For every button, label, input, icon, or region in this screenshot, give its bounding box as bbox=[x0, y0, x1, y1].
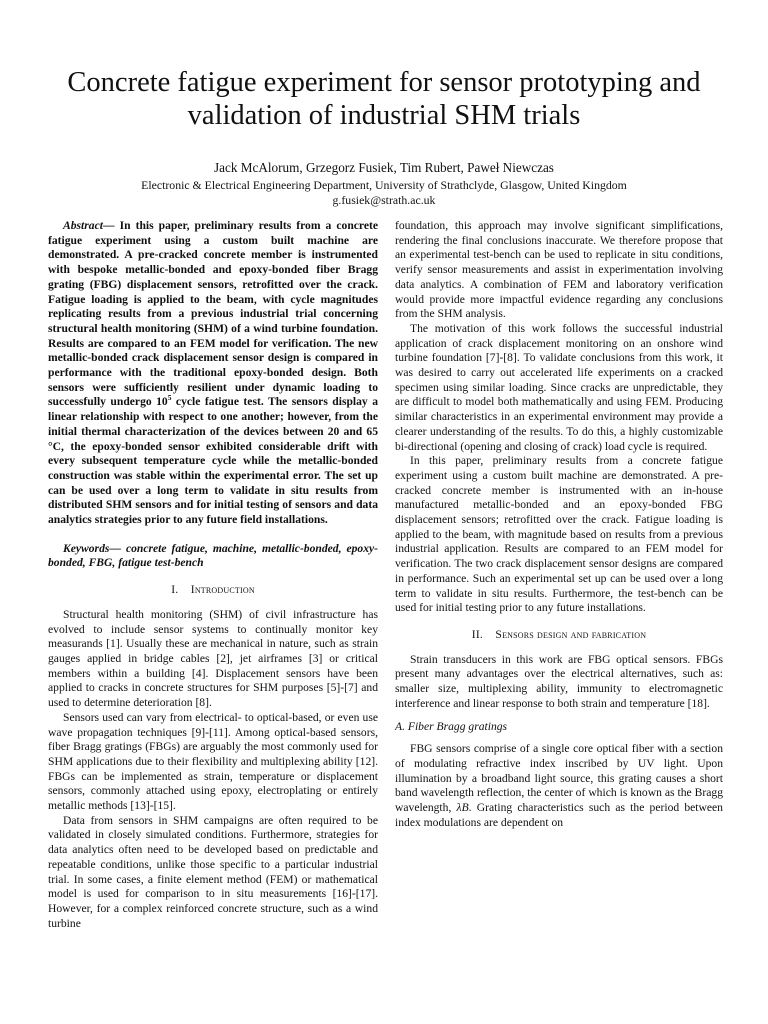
abstract bbox=[48, 219, 378, 528]
section-number: I. bbox=[171, 583, 179, 597]
author-list: Jack McAlorum, Grzegorz Fusiek, Tim Rubert, Paweł Niewczas bbox=[214, 160, 554, 175]
keywords-text: concrete fatigue, machine, metallic-bonded, epoxy-bonded, FBG, fatigue test-bench bbox=[48, 541, 378, 570]
keywords bbox=[48, 542, 378, 571]
affiliation: Electronic & Electrical Engineering Department, University of Strathclyde, Glasgow, United Kingdom bbox=[141, 178, 627, 192]
paragraph-intro-2: Sensors used can vary from electrical- to optical-based, or even use wave propagation techniques [9]-[11]. Among optical-based sensors, fiber Bragg gratings (FBGs) are arguably the most commonly used for SHM applications due to their flexibility and multiplexing ability [12]. FBGs can be implemented as strain, temperature or displacement sensors, commonly attached using epoxy, electroplating or entirely metallic methods [13]-[15]. bbox=[48, 710, 378, 813]
paragraph-intro-1: Structural health monitoring (SHM) of civil infrastructure has evolved to include sensor systems to continually monitor key measurands [1]. Usually these are mechanical in nature, such as strain gauges applied in bridge cables [2], jet airframes [3] or critical members within a building [4]. Displacement sensors have been applied to cracks in concrete structures for SHM purposes [5]-[7] and used to determine deterioration [8]. bbox=[48, 607, 378, 710]
subsection-heading-fbg: A. Fiber Bragg gratings bbox=[395, 719, 508, 733]
paragraph-fbg-1 bbox=[395, 742, 723, 830]
section-title-rest: ntroduction bbox=[194, 583, 255, 597]
paragraph-intro-3: Data from sensors in SHM campaigns are often required to be validated in closely simulated conditions. Furthermore, strategies for data analytics often need to be developed based on predictable and repeatable conditions, unlike those specific to a particular industrial trial. In some cases, a finite element method (FEM) or mathematical model is used for comparison to in situ measurements [16]-[17]. However, for a complex reinforced concrete structure, such as a wind turbine bbox=[48, 813, 378, 930]
section-heading-introduction bbox=[48, 583, 378, 598]
section-number: II. bbox=[471, 627, 484, 641]
section-title-rest: ensors design and fabrication bbox=[502, 627, 647, 641]
bragg-wavelength-symbol: λB bbox=[456, 801, 469, 815]
paragraph-sensors-1: Strain transducers in this work are FBG optical sensors. FBGs present many advantages over the electrical alternatives, such as: smaller size, multiplexing ability, immunity to electromagnetic interference and linear response to both strain and temperature [18]. bbox=[395, 652, 723, 710]
section-initial: S bbox=[495, 627, 503, 641]
keywords-lead: Keywords— bbox=[63, 541, 121, 555]
abstract-text-1: In this paper, preliminary results from a concrete fatigue experiment using a custom built machine are demonstrated. A pre-cracked concrete member is instrumented with bespoke metallic-bonded and epoxy-bonded fiber Bragg grating (FBG) displacement sensors, retrofitted over the crack. Fatigue loading is applied to the beam, with cycle magnitudes replicating results from a previous industrial trial concerning structural health monitoring (SHM) of a wind turbine foundation. Results are compared to an FEM model for verification. The new metallic-bonded crack displacement sensor design is compared in performance with the traditional epoxy-bonded design. Both sensors were sufficiently resilient under dynamic loading to successfully undergo 10 bbox=[48, 219, 378, 409]
fbg-text-1: FBG sensors comprise of a single core optical fiber with a section of modulating refractive index inscribed by UV light. Upon illumination by a broadband light source, this grating causes a short band wavelength reflection, the center of which is known as the Bragg wavelength, bbox=[395, 742, 723, 815]
paragraph-intro-4: The motivation of this work follows the successful industrial application of crack displacement monitoring on an onshore wind turbine foundation [7]-[8]. To validate conclusions from this work, it was desired to carry out accelerated life experiments on a cracked specimen using similar loading. Since cracks are unpredictable, they are difficult to model both mathematically and using FEM. Producing similar characteristics in an experimental environment may provide a clearer understanding of the results. To do this, a highly customizable bi-directional (opening and closing of crack) load cycle is required. bbox=[395, 321, 723, 453]
left-column bbox=[48, 219, 378, 931]
abstract-lead: Abstract— bbox=[63, 219, 115, 232]
paragraph-intro-5: In this paper, preliminary results from a concrete fatigue experiment using a custom built machine are demonstrated. A pre-cracked concrete member is instrumented with an in-house manufactured metallic-bonded and an epoxy-bonded FBG displacement sensors; retrofitted over the crack. Fatigue loading is applied to the beam, with magnitude based on results from a previous industrial application. Results are compared to an FEM model for verification. The two crack displacement sensor designs are compared in performance. Such an experimental set up can be used over a long term to validate in situ results. Furthermore, the test-bench can be used for initial testing prior to any future installations. bbox=[395, 454, 723, 615]
abstract-superscript: 5 bbox=[167, 393, 172, 403]
contact-email: g.fusiek@strath.ac.uk bbox=[332, 193, 436, 207]
right-column bbox=[395, 219, 723, 830]
paragraph-intro-3-continued: foundation, this approach may involve significant simplifications, rendering the final conclusions inaccurate. We therefore propose that an experimental test-bench can be used to replicate in situ conditions, verify sensor measurements and assist in experimentation involving data analytics. A combination of FEM and laboratory verification would provide more impactful evidence regarding any conclusions from the SHM analysis. bbox=[395, 219, 723, 321]
section-heading-sensors bbox=[395, 628, 723, 643]
paper-title: Concrete fatigue experiment for sensor prototyping and validation of industrial SHM trials bbox=[67, 67, 701, 131]
fbg-text-2: . Grating characteristics such as the period between index modulations are dependent on bbox=[395, 801, 723, 829]
abstract-text-2: cycle fatigue test. The sensors display a linear relationship with respect to one another; however, from the initial thermal characterization of the devices between 20 and 65 °C, the epoxy-bonded sensor exhibited considerable drift with every subsequent temperature cycle while the metallic-bonded construction was stable within the experimental error. The set up can be used over a long term to validate in situ results from distributed SHM sensors and for initial testing of sensors and data analytics strategies prior to any future field installations. bbox=[48, 395, 378, 527]
section-initial: I bbox=[190, 583, 195, 597]
